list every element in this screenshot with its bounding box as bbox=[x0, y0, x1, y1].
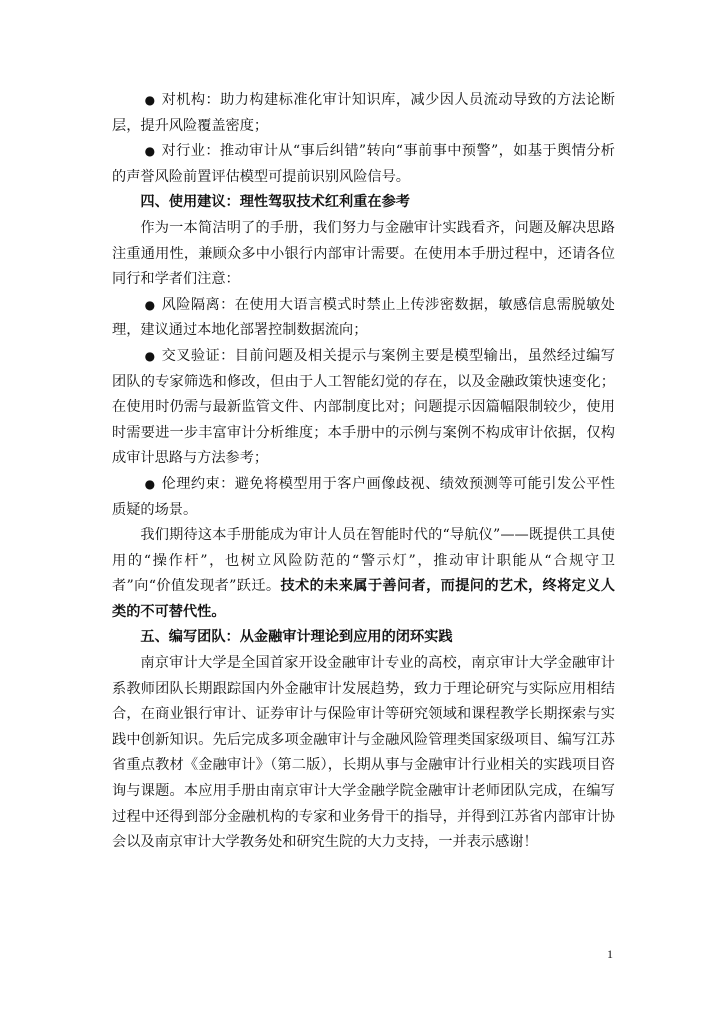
section5-heading: 五、编写团队：从金融审计理论到应用的闭环实践 bbox=[140, 629, 453, 646]
bullet-ethics: ● 伦理约束：避免将模型用于客户画像歧视、绩效预测等可能引发公平性质疑的场景。 bbox=[112, 475, 615, 518]
page-number: 1 bbox=[607, 947, 613, 961]
bullet-cross-validation: ● 交叉验证：目前问题及相关提示与案例主要是模型输出，虽然经过编写团队的专家筛选和修改，但由于人工智能幻觉的存在，以及金融政策快速变化；在使用时仍需与最新监管文件、内部制度比对；问题提示因篇幅限制较少，使用时需要进一步丰富审计分析维度；本手册中的示例与案例不构成审计依据，仅构成审计思路与方法参考； bbox=[112, 347, 615, 467]
bullet-dot-icon: ● bbox=[144, 348, 156, 363]
section4-intro: 作为一本简洁明了的手册，我们努力与金融审计实践看齐，问题及解决思路注重通用性，兼顾众多中小银行内部审计需要。在使用本手册过程中，还请各位同行和学者们注意： bbox=[112, 219, 615, 288]
bullet-institution: ● 对机构：助力构建标准化审计知识库，减少因人员流动导致的方法论断层，提升风险覆盖密度； bbox=[112, 92, 615, 134]
bullet-industry: ● 对行业：推动审计从“事后纠错”转向“事前事中预警”，如基于舆情分析的声誉风险前置评估模型可提前识别风险信号。 bbox=[112, 143, 615, 185]
bullet-dot-icon: ● bbox=[144, 476, 156, 491]
section4-closing: 我们期待这本手册能成为审计人员在智能时代的“导航仪”——既提供工具使用的“操作杆”，也树立风险防范的“警示灯”，推动审计职能从“合规守卫者”向“价值发现者”跃迁。技术的未来属于善问者，而提问的艺术，终将定义人类的不可替代性。 bbox=[112, 527, 615, 620]
bullet-dot-icon: ● bbox=[144, 144, 156, 159]
bullet-dot-icon: ● bbox=[144, 297, 156, 312]
bullet-risk-isolation: ● 风险隔离：在使用大语言模式时禁止上传涉密数据，敏感信息需脱敏处理，建议通过本地化部署控制数据流向； bbox=[112, 296, 615, 339]
bullet-dot-icon: ● bbox=[144, 93, 156, 107]
section5-body: 南京审计大学是全国首家开设金融审计专业的高校，南京审计大学金融审计系教师团队长期跟踪国内外金融审计发展趋势，致力于理论研究与实际应用相结合，在商业银行审计、证券审计与保险审计等研究领域和课程教学长期探索与实践中创新知识。先后完成多项金融审计与金融风险管理类国家级项目、编写江苏省重点教材《金融审计》（第二版），长期从事与金融审计行业相关的实践项目咨询与课题。本应用手册由南京审计大学金融学院金融审计老师团队完成，在编写过程中还得到部分金融机构的专家和业务骨干的指导，并得到江苏省内部审计协会以及南京审计大学教务处和研究生院的大力支持，一并表示感谢！ bbox=[112, 655, 615, 851]
document-page bbox=[112, 88, 615, 856]
section4-heading: 四、使用建议：理性驾驭技术红利重在参考 bbox=[140, 194, 410, 211]
closing-bold-statement: 技术的未来属于善问者，而提问的艺术，终将定义人类的不可替代性。 bbox=[112, 578, 615, 620]
